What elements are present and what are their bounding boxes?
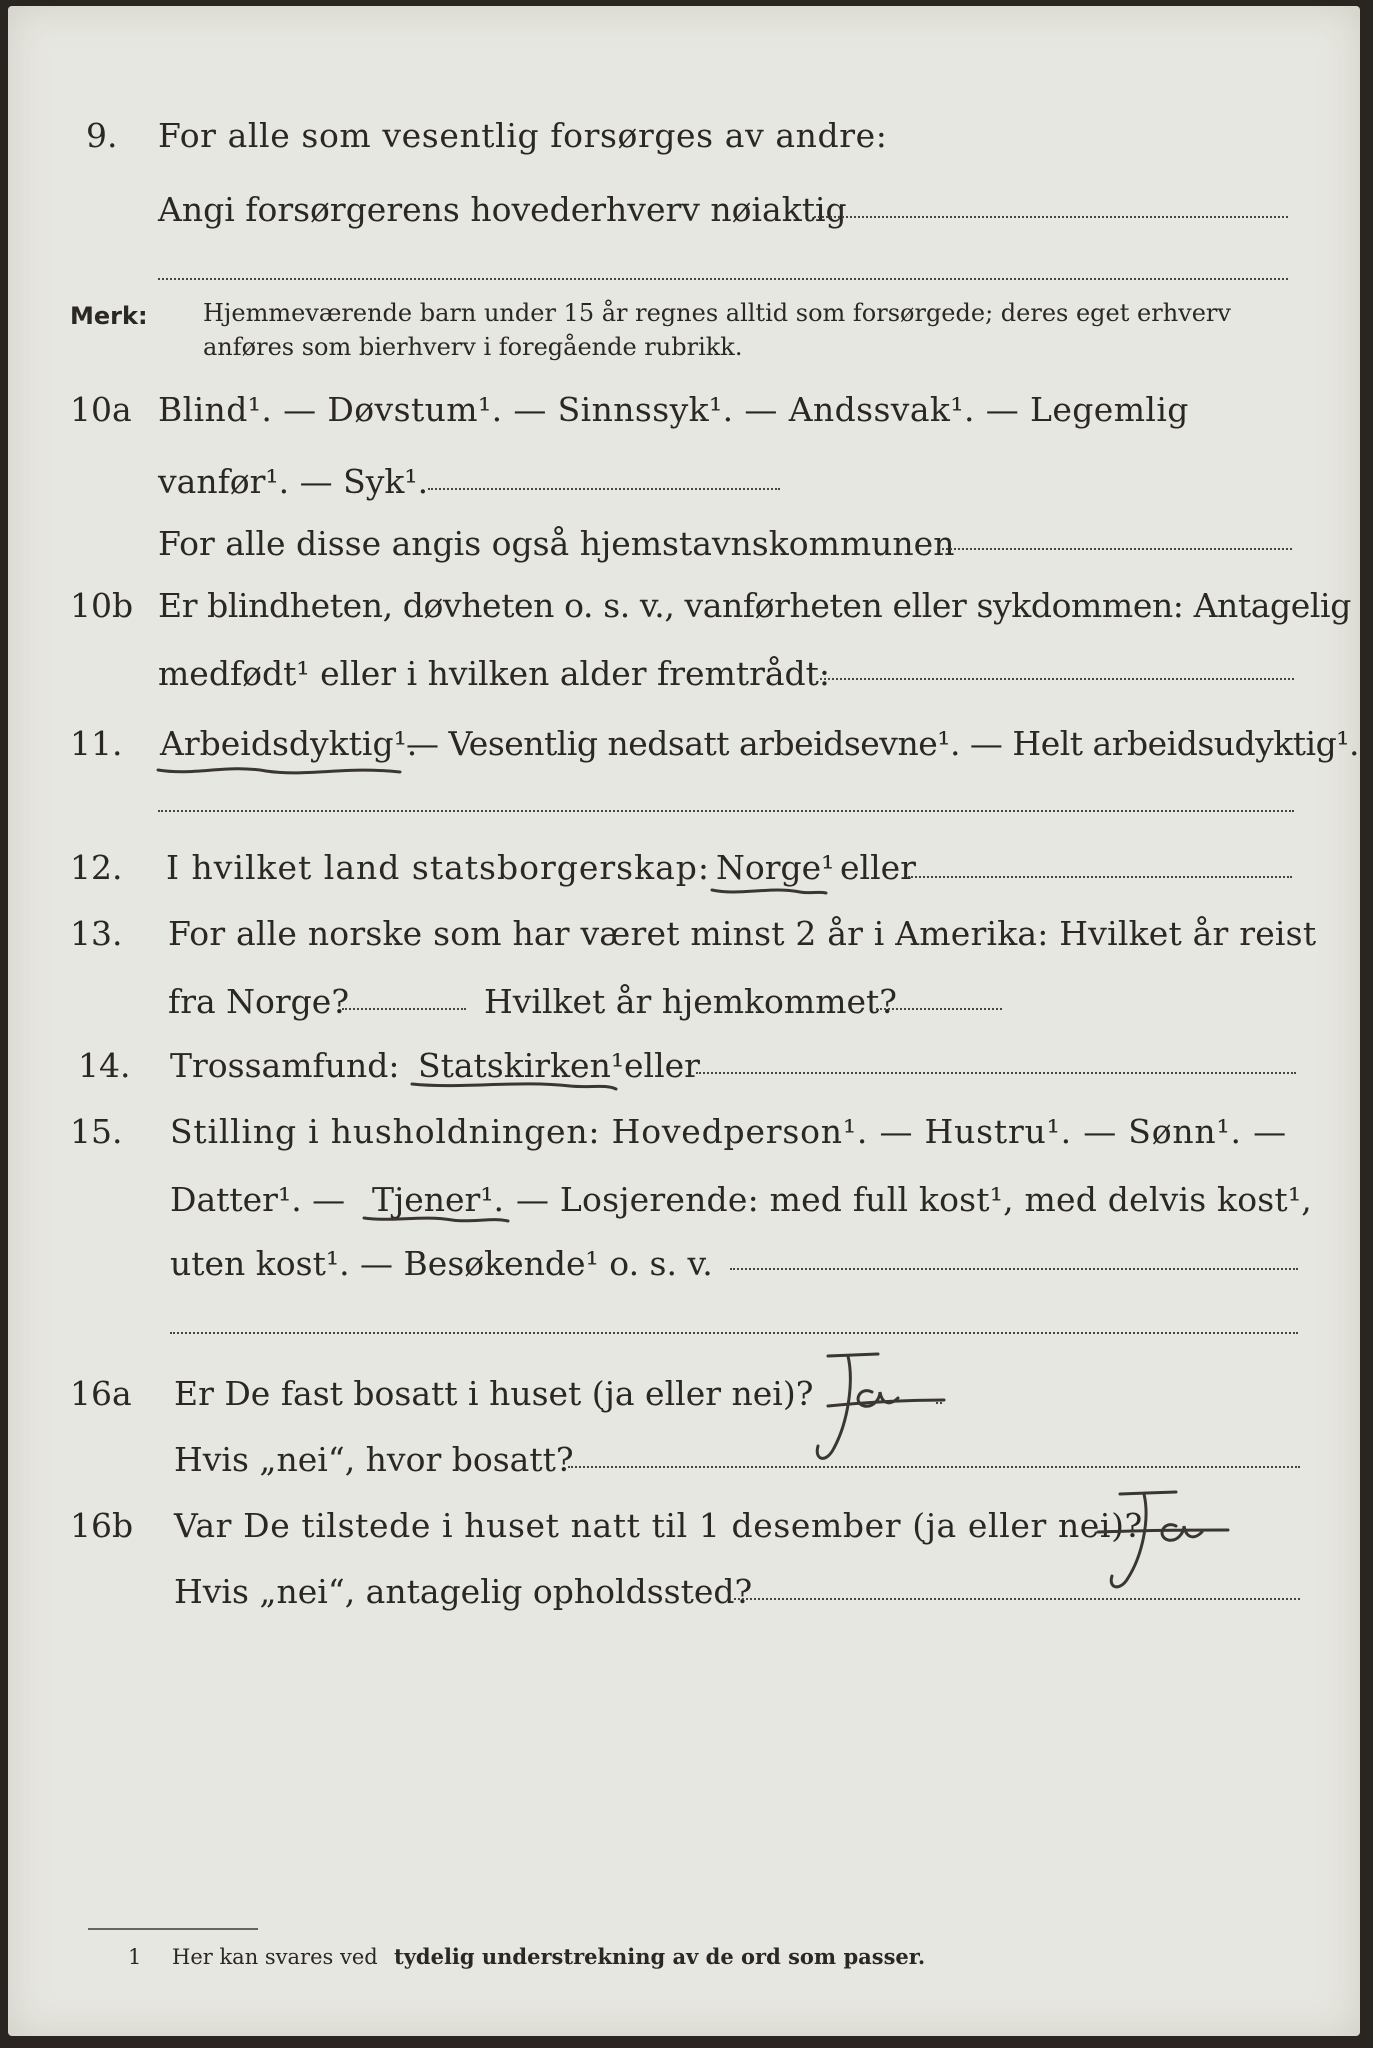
q9-answer-line — [814, 216, 1288, 218]
q12-underline-icon — [710, 884, 830, 900]
q16a-line1: Er De fast bosatt i huset (ja eller nei)? — [174, 1374, 814, 1413]
q14-answer-line — [696, 1072, 1296, 1074]
q12-option-norge: Norge¹ — [716, 848, 835, 887]
merk-line1: Hjemmeværende barn under 15 år regnes alltid som forsørgede; deres eget erhverv — [203, 299, 1231, 327]
footnote-rule — [88, 1928, 258, 1930]
q15-line2-rest: — Losjerende: med full kost¹, med delvis kost¹, — [516, 1180, 1313, 1219]
q11-number: 11. — [70, 724, 123, 763]
q16b-line2: Hvis „nei“, antagelig opholdssted? — [174, 1572, 753, 1611]
q11-underline-icon — [156, 762, 406, 782]
q9-number: 9. — [86, 116, 118, 155]
q10b-line1: Er blindheten, døvheten o. s. v., vanførheten eller sykdommen: Antagelig — [158, 586, 1351, 625]
q10a-line1: Blind¹. — Døvstum¹. — Sinnssyk¹. — Andssvak¹. — Legemlig — [158, 390, 1189, 429]
q10a-line3: For alle disse angis også hjemstavnskommunen — [158, 524, 955, 563]
q14-or: eller — [624, 1046, 700, 1085]
q13-year-left-line — [342, 1008, 466, 1010]
q15-underline-icon — [362, 1212, 512, 1228]
q16b-opholdssted-line — [734, 1598, 1300, 1600]
q9-line1: For alle som vesentlig forsørges av andre: — [158, 116, 888, 155]
q15-line2-start: Datter¹. — — [170, 1180, 346, 1219]
q11-line-rest: — Vesentlig nedsatt arbeidsevne¹. — Helt arbeidsudyktig¹. — [406, 724, 1359, 763]
q16b-line1: Var De tilstede i huset natt til 1 desember (ja eller nei)? — [174, 1506, 1143, 1545]
q14-prompt: Trossamfund: — [170, 1046, 400, 1085]
merk-label: Merk: — [70, 302, 148, 330]
q10a-answer-line — [428, 488, 780, 490]
q13-number: 13. — [70, 914, 123, 953]
footnote-text-b: tydelig understrekning av de ord som passer. — [394, 1944, 926, 1969]
q16a-handwritten-answer-icon — [808, 1352, 948, 1472]
q12-answer-line — [908, 876, 1292, 878]
q10a-kommune-line — [942, 548, 1292, 550]
q14-option-statskirken: Statskirken¹ — [418, 1046, 625, 1085]
footnote-text-a: Her kan svares ved — [172, 1945, 378, 1969]
q9-line2: Angi forsørgerens hovederhverv nøiaktig — [158, 190, 847, 229]
q12-prompt: I hvilket land statsborgerskap: — [166, 848, 711, 887]
q14-underline-icon — [410, 1078, 620, 1094]
q15-option-tjener: Tjener¹. — [372, 1180, 505, 1219]
q10b-line2: medfødt¹ eller i hvilken alder fremtrådt: — [158, 654, 831, 693]
footnote-mark: 1 — [128, 1945, 142, 1969]
census-form-page — [8, 6, 1360, 2036]
q12-or: eller — [840, 848, 916, 887]
q16b-handwritten-answer-icon — [1098, 1490, 1258, 1600]
q15-answer-line-2 — [170, 1332, 1298, 1334]
q16a-bosatt-line — [568, 1466, 1300, 1468]
q16b-number: 16b — [70, 1506, 134, 1545]
q14-number: 14. — [78, 1046, 131, 1085]
q11-answer-line — [158, 810, 1294, 812]
q10a-number: 10a — [70, 390, 132, 429]
q16a-answer-line — [936, 1402, 942, 1404]
q10a-line2: vanfør¹. — Syk¹. — [158, 462, 429, 501]
q13-left-prompt: fra Norge? — [168, 982, 350, 1021]
q13-right-prompt: Hvilket år hjemkommet? — [484, 982, 897, 1021]
q16a-number: 16a — [70, 1374, 132, 1413]
q10b-number: 10b — [70, 586, 134, 625]
q15-line1: Stilling i husholdningen: Hovedperson¹. — Hustru¹. — Sønn¹. — — [170, 1112, 1287, 1151]
q11-option-arbeidsdyktig: Arbeidsdyktig¹. — [160, 724, 418, 763]
q15-line3: uten kost¹. — Besøkende¹ o. s. v. — [170, 1244, 713, 1283]
q15-number: 15. — [70, 1112, 123, 1151]
q12-number: 12. — [70, 848, 123, 887]
q13-line1: For alle norske som har været minst 2 år i Amerika: Hvilket år reist — [168, 914, 1317, 953]
q13-year-returned-line — [876, 1008, 1002, 1010]
q16a-line2: Hvis „nei“, hvor bosatt? — [174, 1440, 574, 1479]
q15-answer-line — [730, 1268, 1298, 1270]
q9-answer-line-2 — [158, 278, 1288, 280]
q10b-answer-line — [820, 678, 1294, 680]
merk-line2: anføres som bierhverv i foregående rubrikk. — [203, 333, 743, 361]
